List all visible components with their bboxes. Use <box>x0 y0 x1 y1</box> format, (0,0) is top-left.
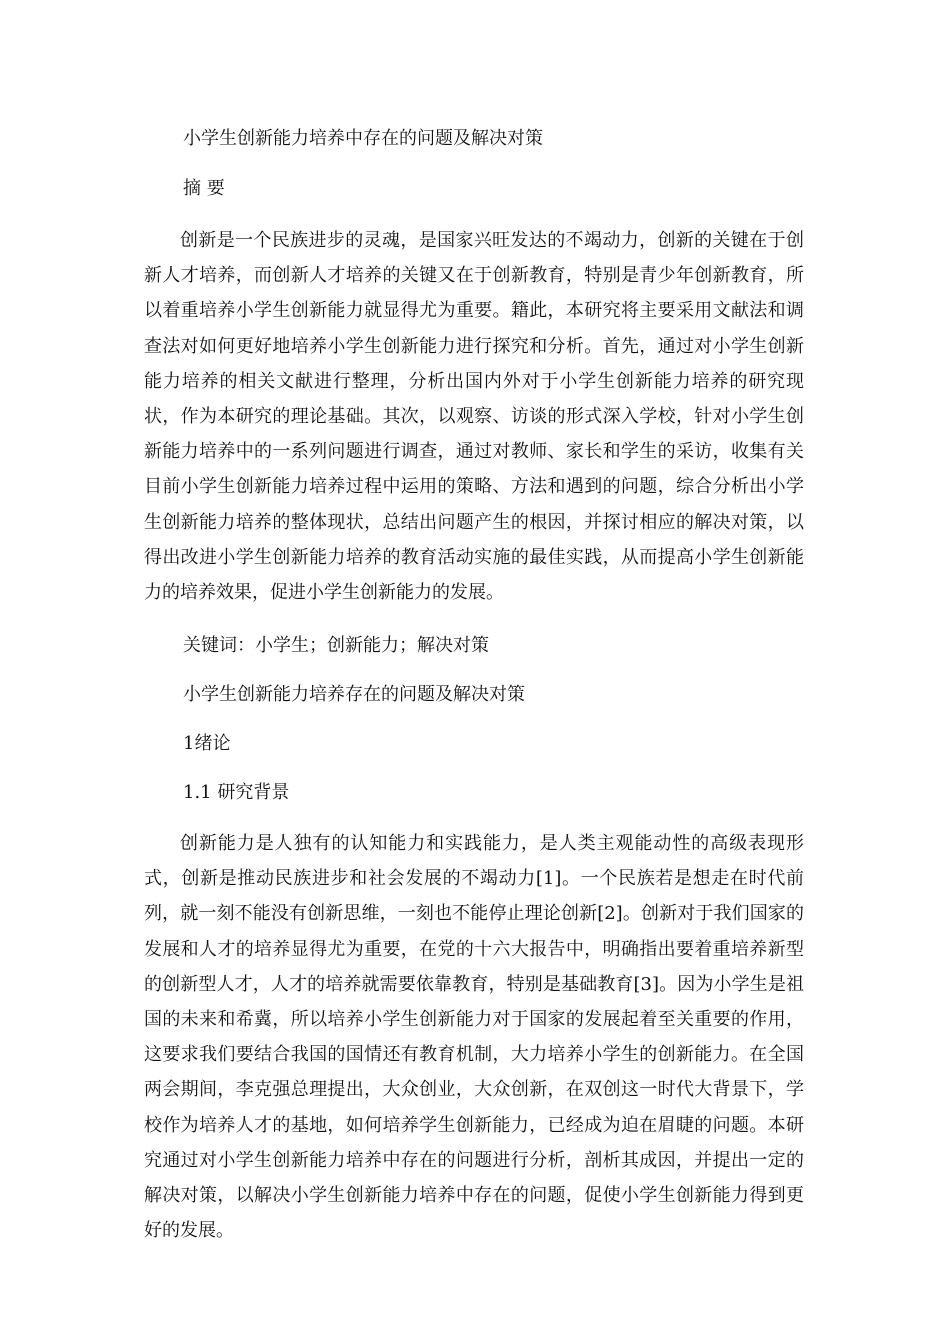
chapter-heading: 1绪论 <box>183 733 231 754</box>
abstract-heading: 摘 要 <box>183 178 225 199</box>
section-body: 创新能力是人独有的认知能力和实践能力，是人类主观能动性的高级表现形式，创新是推动民族进步和社会发展的不竭动力[1]。一个民族若是想走在时代前列，就一刻不能没有创新思维，一刻也不能停止理论创新[2]。创新对于我们国家的发展和人才的培养显得尤为重要，在党的十六大报告中，明确指出要着重培养新型的创新型人才，人才的培养就需要依靠教育，特别是基础教育[3]。因为小学生是祖国的未来和希冀，所以培养小学生创新能力对于国家的发展起着至关重要的作用，这要求我们要结合我国的国情还有教育机制，大力培养小学生的创新能力。在全国两会期间，李克强总理提出，大众创业，大众创新，在双创这一时代大背景下，学校作为培养人才的基地，如何培养学生创新能力，已经成为迫在眉睫的问题。本研究通过对小学生创新能力培养中存在的问题进行分析，剖析其成因，并提出一定的解决对策，以解决小学生创新能力培养中存在的问题，促使小学生创新能力得到更好的发展。 <box>144 833 804 1242</box>
keywords-line: 关键词：小学生；创新能力；解决对策 <box>183 635 489 656</box>
abstract-body: 创新是一个民族进步的灵魂，是国家兴旺发达的不竭动力，创新的关键在于创新人才培养，而创新人才培养的关键又在于创新教育，特别是青少年创新教育，所以着重培养小学生创新能力就显得尤为重要。籍此，本研究将主要采用文献法和调查法对如何更好地培养小学生创新能力进行探究和分析。首先，通过对小学生创新能力培养的相关文献进行整理，分析出国内外对于小学生创新能力培养的研究现状，作为本研究的理论基础。其次，以观察、访谈的形式深入学校，针对小学生创新能力培养中的一系列问题进行调查，通过对教师、家长和学生的采访，收集有关目前小学生创新能力培养过程中运用的策略、方法和遇到的问题，综合分析出小学生创新能力培养的整体现状，总结出问题产生的根因，并探讨相应的解决对策，以得出改进小学生创新能力培养的教育活动实施的最佳实践，从而提高小学生创新能力的培养效果，促进小学生创新能力的发展。 <box>144 230 804 604</box>
document-title: 小学生创新能力培养中存在的问题及解决对策 <box>183 128 543 149</box>
section-heading: 1.1 研究背景 <box>183 782 290 803</box>
subtitle: 小学生创新能力培养存在的问题及解决对策 <box>183 684 525 705</box>
